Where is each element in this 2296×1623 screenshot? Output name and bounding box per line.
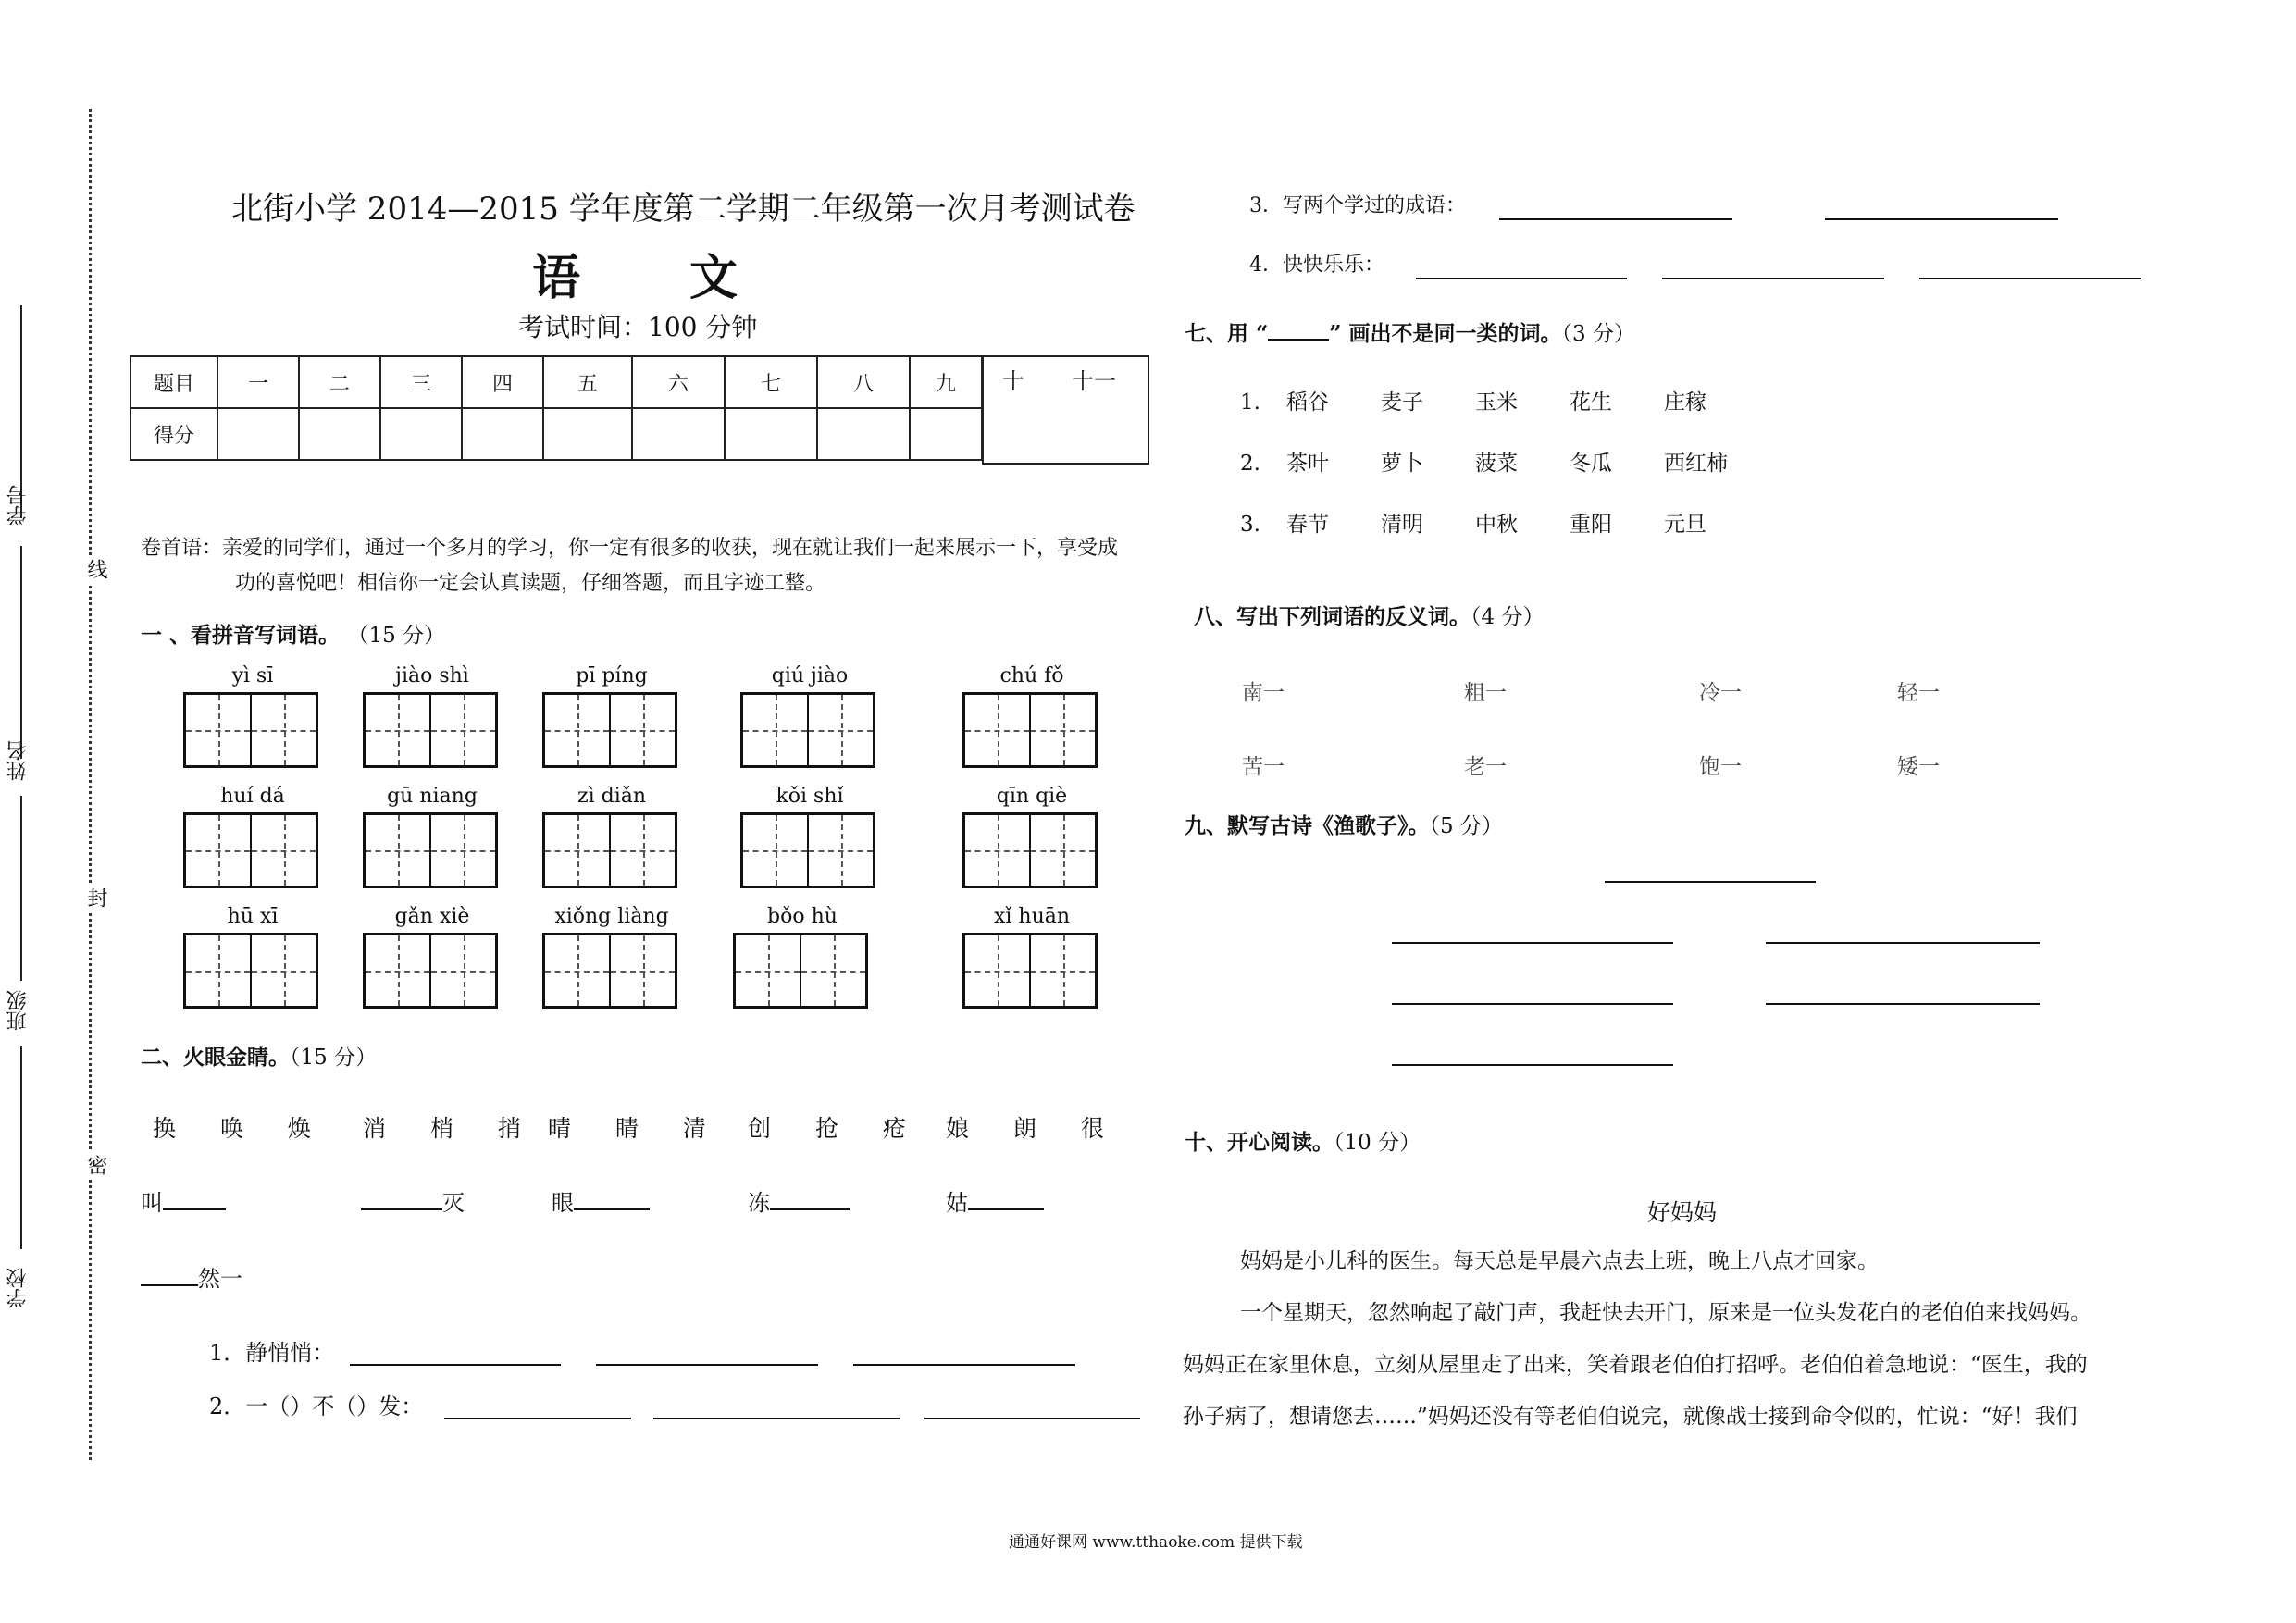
tian-grid-box[interactable] (740, 812, 875, 888)
answer-blank[interactable] (163, 1186, 226, 1210)
fill-item (552, 1186, 650, 1214)
section-7-points: （3 分） (1561, 322, 1635, 346)
score-col: 四 (462, 356, 543, 408)
score-col: 三 (380, 356, 462, 408)
subject-char: 语 (532, 250, 581, 306)
school-label: 学校 (6, 1268, 30, 1308)
section-1-points: （15 分） (358, 624, 446, 648)
score-col: 九 (910, 356, 982, 408)
section-2-title (141, 1040, 377, 1071)
antonym-item: 矮一 (1897, 755, 1940, 779)
score-cell[interactable] (910, 408, 982, 460)
row-number: 3. (1240, 513, 1260, 537)
score-cell[interactable] (299, 408, 380, 460)
section-9-title (1185, 809, 1503, 839)
story-line: 妈妈是小儿科的医生。每天总是早晨六点去上班，晚上八点才回家。 (1240, 1249, 1879, 1273)
section-1-label: 一 、看拼音写词语。 (141, 623, 341, 648)
seal-char-line: 线 (81, 555, 110, 583)
pinyin-label: xiǒng liàng (554, 905, 669, 928)
pinyin-label: bǒo hù (767, 905, 838, 928)
word-item[interactable]: 萝卜 (1381, 452, 1423, 476)
tian-grid-box[interactable] (183, 692, 318, 768)
answer-blank[interactable] (574, 1186, 650, 1210)
tian-grid-box[interactable] (542, 812, 677, 888)
tian-grid-box[interactable] (962, 812, 1098, 888)
score-col: 六 (632, 356, 725, 408)
question-q4: 4．快快乐乐： (1249, 254, 1384, 277)
answer-blank[interactable] (968, 1186, 1044, 1210)
tian-grid-box[interactable] (363, 692, 498, 768)
score-cell[interactable] (217, 408, 299, 460)
pinyin-label: pī píng (576, 664, 648, 688)
score-col: 七 (725, 356, 817, 408)
word-item[interactable]: 中秋 (1475, 513, 1518, 537)
fill-item (141, 1262, 242, 1290)
word-item[interactable]: 元旦 (1664, 513, 1706, 537)
word-item[interactable]: 菠菜 (1475, 452, 1518, 476)
section-8-points: （4 分） (1471, 605, 1545, 629)
poem-line[interactable] (1392, 1003, 1673, 1005)
exam-title: 北街小学 2014—2015 学年度第二学期二年级第一次月考测试卷 (231, 191, 1136, 228)
answer-line[interactable] (1919, 278, 2141, 279)
word-item[interactable]: 清明 (1381, 513, 1423, 537)
score-row-label: 得分 (130, 408, 217, 460)
word-item[interactable]: 冬瓜 (1570, 452, 1612, 476)
char-group: 娘 朗 很 (946, 1115, 1123, 1142)
tian-grid-box[interactable] (183, 812, 318, 888)
binding-rule (20, 796, 22, 981)
intro-line-1: 卷首语：亲爱的同学们，通过一个多月的学习，你一定有很多的收获，现在就让我们一起来展示一下，享受成 (141, 537, 1119, 560)
pinyin-label: chú fǒ (999, 664, 1064, 688)
word-row (1240, 514, 1758, 536)
antonym-item: 轻一 (1897, 681, 1940, 705)
fill-char: 冻 (748, 1190, 770, 1216)
fill-char: 然一 (198, 1266, 242, 1292)
row-number: 1. (1240, 390, 1260, 415)
question-q3: 3．写两个学过的成语： (1249, 194, 1466, 217)
word-item[interactable]: 庄稼 (1664, 390, 1706, 415)
fill-item (361, 1186, 465, 1214)
word-row (1240, 453, 1758, 475)
score-col-ten: 十 (1002, 368, 1024, 394)
antonym-item: 南一 (1242, 681, 1285, 705)
word-item[interactable]: 花生 (1570, 390, 1612, 415)
char-group: 消 梢 捎 (363, 1115, 540, 1142)
word-item[interactable]: 稻谷 (1286, 390, 1329, 415)
score-col: 八 (817, 356, 910, 408)
fill-char: 灭 (442, 1190, 465, 1216)
answer-line[interactable] (853, 1364, 1075, 1366)
score-row-label: 题目 (130, 356, 217, 408)
section-8-label: 八、写出下列词语的反义词。 (1194, 604, 1471, 629)
char-group: 晴 睛 清 (548, 1115, 725, 1142)
section-2-label: 二、火眼金睛。 (141, 1045, 290, 1070)
word-item[interactable]: 重阳 (1570, 513, 1612, 537)
word-row (1240, 392, 1758, 414)
section-1-title (141, 618, 445, 649)
score-col: 一 (217, 356, 299, 408)
poem-line[interactable] (1392, 942, 1673, 944)
story-title: 好妈妈 (1647, 1199, 1718, 1226)
score-table-score-row (130, 408, 982, 460)
pinyin-label: yì sī (231, 664, 274, 688)
pinyin-label: zì diǎn (577, 785, 647, 808)
pinyin-label: hū xī (227, 905, 279, 928)
underline-sample (1268, 320, 1329, 341)
tian-grid-box[interactable] (733, 933, 868, 1009)
pinyin-label: kǒi shǐ (776, 785, 844, 808)
antonym-item: 冷一 (1699, 681, 1742, 705)
row-number: 2. (1240, 452, 1260, 476)
pinyin-label: gǎn xiè (394, 905, 470, 928)
antonym-item: 苦一 (1242, 755, 1285, 779)
binding-rule (20, 1046, 22, 1249)
score-cell[interactable] (725, 408, 817, 460)
tian-grid-box[interactable] (962, 692, 1098, 768)
char-group: 换 唤 焕 (153, 1115, 329, 1142)
tian-grid-box[interactable] (542, 933, 677, 1009)
pinyin-label: huí dá (220, 785, 285, 808)
word-item[interactable]: 茶叶 (1286, 452, 1329, 476)
exam-time: 考试时间：100 分钟 (518, 312, 758, 342)
word-item[interactable]: 春节 (1286, 513, 1329, 537)
pinyin-label: gū niang (387, 785, 478, 808)
score-cell[interactable] (462, 408, 543, 460)
class-label: 班级 (6, 990, 30, 1031)
antonym-item: 饱一 (1699, 755, 1742, 779)
score-cell[interactable] (380, 408, 462, 460)
intro-line-2: 功的喜悦吧！相信你一定会认真读题，仔细答题，而且字迹工整。 (235, 572, 826, 595)
pinyin-label: xǐ huān (993, 905, 1071, 928)
score-cell[interactable] (817, 408, 910, 460)
story-line: 妈妈正在家里休息，立刻从屋里走了出来，笑着跟老伯伯打招呼。老伯伯着急地说：“医生，我的 (1183, 1353, 2088, 1377)
score-table-header-row (130, 356, 982, 408)
poem-title-line[interactable] (1605, 881, 1816, 883)
answer-line[interactable] (596, 1364, 818, 1366)
answer-blank[interactable] (361, 1186, 442, 1210)
word-item[interactable]: 玉米 (1475, 390, 1518, 415)
section-7-label: 七、用 “ (1185, 321, 1269, 346)
answer-line[interactable] (1662, 278, 1884, 279)
word-item[interactable]: 西红柿 (1664, 452, 1728, 476)
student-number-label: 学号 (6, 485, 30, 526)
seal-char-secret: 密 (81, 1151, 110, 1179)
score-table (130, 355, 983, 461)
pinyin-label: qīn qiè (996, 785, 1068, 808)
score-cell[interactable] (543, 408, 632, 460)
section-10-title (1185, 1125, 1421, 1156)
fill-char: 眼 (552, 1190, 574, 1216)
answer-line[interactable] (1825, 218, 2058, 220)
tian-grid-box[interactable] (962, 933, 1098, 1009)
section-9-label: 九、默写古诗《渔歌子》。 (1185, 813, 1430, 838)
story-line: 一个星期天，忽然响起了敲门声，我赶快去开门，原来是一位头发花白的老伯伯来找妈妈。 (1240, 1301, 2091, 1325)
word-item[interactable]: 麦子 (1381, 390, 1423, 415)
answer-line[interactable] (1416, 278, 1627, 279)
seal-char-seal: 封 (81, 884, 110, 911)
subject-char: 文 (689, 250, 738, 306)
section-7-label-post: ” 画出不是同一类的词。 (1329, 321, 1562, 346)
answer-line[interactable] (350, 1364, 561, 1366)
question-q2: 2．一（）不（）发： (209, 1394, 424, 1419)
binding-dotted-line (89, 109, 92, 1460)
student-name-label: 姓名 (6, 740, 30, 781)
tian-grid-box[interactable] (363, 933, 498, 1009)
pinyin-label: qiú jiào (771, 664, 849, 688)
antonym-item: 老一 (1464, 755, 1507, 779)
fill-item (141, 1186, 226, 1214)
score-col-eleven: 十一 (1072, 368, 1116, 394)
section-10-points: （10 分） (1334, 1131, 1421, 1155)
section-7-title (1185, 316, 1635, 347)
antonym-item: 粗一 (1464, 681, 1507, 705)
fill-item (946, 1186, 1044, 1214)
fill-char: 叫 (141, 1190, 163, 1216)
section-9-points: （5 分） (1429, 814, 1503, 838)
score-col: 五 (543, 356, 632, 408)
tian-grid-box[interactable] (542, 692, 677, 768)
question-q1: 1．静悄悄： (209, 1340, 335, 1366)
subject-title (532, 239, 847, 308)
pinyin-label: jiào shì (395, 664, 469, 688)
footer-source: 通通好课网 www.tthaoke.com 提供下载 (1009, 1533, 1303, 1552)
section-10-label: 十、开心阅读。 (1185, 1130, 1334, 1155)
answer-line[interactable] (924, 1418, 1140, 1419)
score-extra-box (982, 355, 1149, 465)
fill-char: 姑 (946, 1190, 968, 1216)
score-col: 二 (299, 356, 380, 408)
answer-line[interactable] (1499, 218, 1732, 220)
answer-line[interactable] (444, 1418, 631, 1419)
poem-line[interactable] (1392, 1064, 1673, 1066)
story-line: 孙子病了，想请您去……”妈妈还没有等老伯伯说完，就像战士接到命令似的，忙说：“好！我们 (1183, 1405, 2078, 1429)
answer-blank[interactable] (770, 1186, 850, 1210)
answer-line[interactable] (653, 1418, 900, 1419)
tian-grid-box[interactable] (183, 933, 318, 1009)
tian-grid-box[interactable] (363, 812, 498, 888)
section-2-points: （15 分） (290, 1046, 378, 1070)
answer-blank[interactable] (141, 1262, 198, 1286)
tian-grid-box[interactable] (740, 692, 875, 768)
score-cell[interactable] (632, 408, 725, 460)
poem-line[interactable] (1766, 942, 2040, 944)
section-8-title (1194, 600, 1544, 630)
fill-item (748, 1186, 850, 1214)
poem-line[interactable] (1766, 1003, 2040, 1005)
char-group: 创 抢 疮 (748, 1115, 925, 1142)
binding-rule (20, 546, 22, 759)
